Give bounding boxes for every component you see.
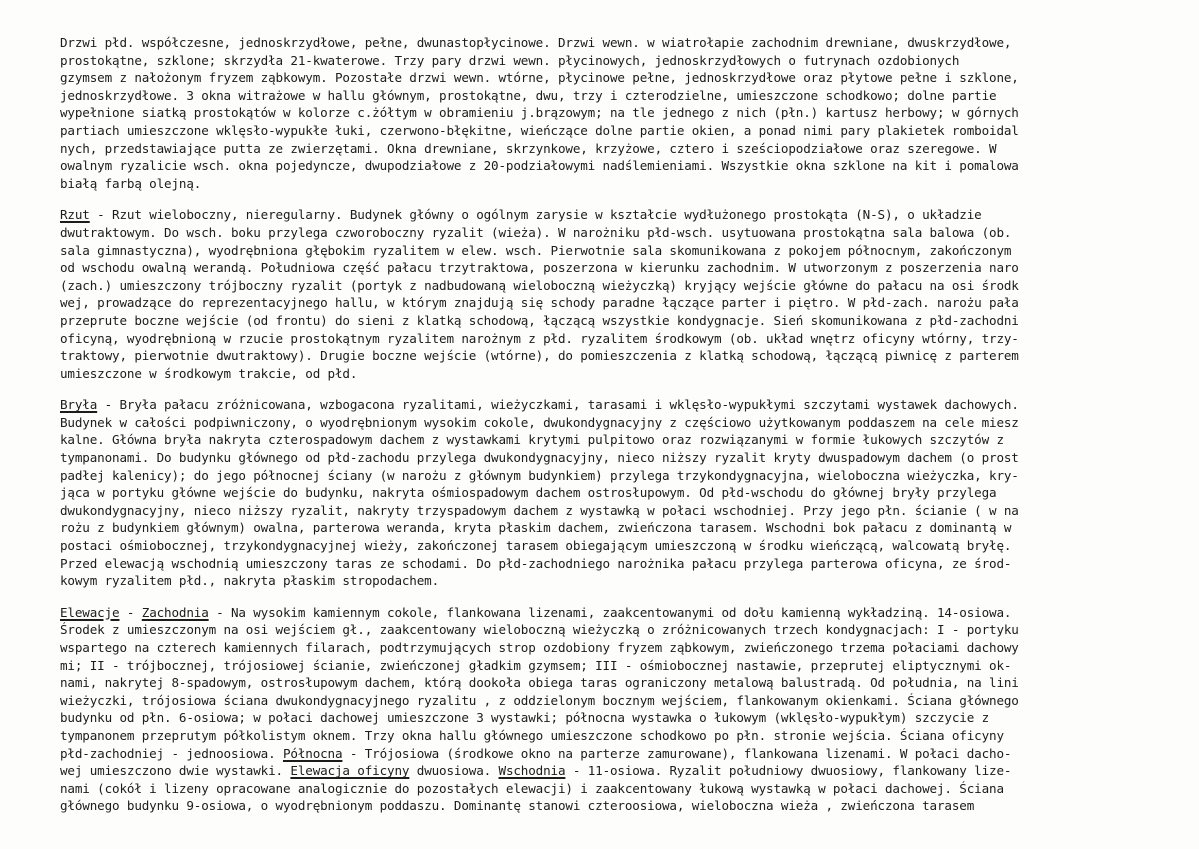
text-run: płd-zachodniej - jednoosiowa. <box>60 745 283 761</box>
text-run: nami, nakrytej 8-spadowym, ostrosłupowym dachem, którą dookoła obiega taras ograniczony metalową balustradą. Od południa, na lini <box>60 675 1019 691</box>
text-line <box>60 87 1161 105</box>
text-run: kalne. Główna bryła nakryta czterospadowym dachem z wystawkami krytymi pulpitowo oraz rozwiązanymi w formie łukowych szczytów z <box>60 432 1004 448</box>
text-run: wej umieszczono dwie wystawki. <box>60 763 291 779</box>
text-line <box>60 555 1161 573</box>
text-run: nami (cokół i lizeny opracowane analogicznie do pozostałych elewacji) i zaakcentowany łukową wystawką w połaci dachowej. Ściana <box>60 780 1004 796</box>
text-run: Środek z umieszczonym na osi wejściem gł., zaakcentowany wieloboczną wieżyczką o zróżnicowanych trzech kondygnacjach: I - portyku <box>60 622 1019 638</box>
text-line <box>60 294 1161 312</box>
text-run: rożu z budynkiem głównym) owalna, parterowa weranda, kryta płaskim dachem, zwieńczona tarasem. Wschodni bok pałacu z dominantą w <box>60 520 1012 536</box>
text-run: - <box>119 604 142 620</box>
text-line <box>60 621 1161 639</box>
text-run: prostokątne, szklone; skrzydła 21-kwaterowe. Trzy pary drzwi wewn. płycinowych, jednoskrzydłowych o futrynach ozdobionych <box>60 52 960 68</box>
text-line <box>60 709 1161 727</box>
text-line <box>60 259 1161 277</box>
text-line <box>60 277 1161 295</box>
text-run: Przed elewacją wschodnią umieszczony taras ze schodami. Do płd-zachodniego narożnika pałacu przylega parterowa oficyna, ze środ- <box>60 555 1012 571</box>
text-line <box>60 537 1161 555</box>
text-line <box>60 657 1161 675</box>
text-run: padłej kalenicy); do jego północnej ściany (w narożu z głównym budynkiem) przylega trzykondygnacyjna, wieloboczna wieżyczka, kry- <box>60 467 1019 483</box>
text-line <box>60 157 1161 175</box>
text-line <box>60 347 1161 365</box>
text-run: tympanonem przeprutym półkolistym oknem. Trzy okna hallu głównego umieszczone schodkowo po płn. stronie wejścia. Ściana oficyny <box>60 727 1004 743</box>
text-line <box>60 762 1161 780</box>
text-run: postaci ośmiobocznej, trzykondygnacyjnej wieży, zakończonej tarasem obiegającym umieszczoną w środku wieńczącą, walcowatą bryłę. <box>60 538 1012 554</box>
text-run: - Rzut wieloboczny, nieregularny. Budynek główny o ogólnym zarysie w kształcie wydłużonego prostokąta (N-S), o układzie <box>89 207 982 223</box>
section-heading: Bryła <box>60 397 98 413</box>
text-run: Drzwi płd. współczesne, jednoskrzydłowe, pełne, dwunastopłycinowe. Drzwi wewn. w wiatrołapie zachodnim drewniane, dwuskrzydłowe, <box>60 35 1012 50</box>
text-run: oficyną, wyodrębnioną w rzucie prostokątnym ryzalitem narożnym z płd. ryzalitem środkowym (ob. układ wnętrz oficyny wtórny, trzy- <box>60 330 1019 346</box>
text-run: - Bryła pałacu zróżnicowana, wzbogacona ryzalitami, wieżyczkami, tarasami i wklęsło-wypukłymi szczytami wystawek dachowych. <box>97 397 1019 413</box>
text-run: od wschodu owalną werandą. Południowa część pałacu trzytraktowa, poszerzona w kierunku zachodnim. W utworzonym z poszerzenia naro <box>60 260 1019 276</box>
text-run: wspartego na czterech kamiennych filarach, podtrzymujących strop ozdobiony fryzem ząbkowym, zwieńczonego trzema połaciami dachowy <box>60 640 1019 655</box>
paragraph <box>60 34 1161 192</box>
text-run: głównego budynku 9-osiowa, o wyodrębnionym poddaszu. Dominantę stanowi czteroosiowa, wieloboczna wieża , zwieńczona tarasem <box>60 798 975 814</box>
text-line <box>60 467 1161 485</box>
text-line <box>60 572 1161 590</box>
section-heading: Zachodnia <box>141 604 209 620</box>
paragraph <box>60 396 1161 590</box>
text-line <box>60 242 1161 260</box>
text-line <box>60 175 1161 193</box>
document-body <box>60 34 1161 815</box>
text-run: budynku od płn. 6-osiowa; w połaci dachowej umieszczone 3 wystawki; północna wystawka o łukowym (wklęsło-wypukłym) szczycie z <box>60 710 990 726</box>
text-run: gzymsem z nałożonym fryzem ząbkowym. Pozostałe drzwi wewn. wtórne, płycinowe pełne, jednoskrzydłowe oraz płytowe pełne i szklone, <box>60 70 1019 86</box>
text-run: nych, przedstawiające putta ze zwierzętami. Okna drewniane, skrzynkowe, krzyżowe, cztero i sześciopodziałowe oraz szeregowe. W <box>60 140 997 156</box>
text-run: dwuosiowa. <box>409 763 499 779</box>
text-run: białą farbą olejną. <box>60 175 202 191</box>
text-line <box>60 431 1161 449</box>
text-line <box>60 34 1161 52</box>
text-run: sala gimnastyczna), wyodrębniona głębokim ryzalitem w elew. wsch. Pierwotnie sala skomunikowana z pokojem północnym, zakończonym <box>60 242 1012 258</box>
section-heading: Elewacja oficyny <box>290 763 410 779</box>
text-run: wej, prowadzące do reprezentacyjnego hallu, w którym znajdują się schody paradne łączące parter i piętro. W płd-zach. narożu pała <box>60 295 1019 311</box>
text-line <box>60 69 1161 87</box>
text-run: dwutraktowym. Do wsch. boku przylega czworoboczny ryzalit (wieża). W narożniku płd-wsch. usytuowana prostokątna sala balowa (ob. <box>60 224 1012 240</box>
text-run: traktowy, pierwotnie dwutraktowy). Drugie boczne wejście (wtórne), do pomieszczenia z klatką schodową, łączącą piwnicę z parterem <box>60 348 1019 364</box>
text-line <box>60 224 1161 242</box>
text-run: mi; II - trójbocznej, trójosiowej ścianie, zwieńczonej gładkim gzymsem; III - ośmiobocznej nastawie, przeprutej eliptycznymi ok- <box>60 657 1012 673</box>
text-line <box>60 52 1161 70</box>
text-line <box>60 414 1161 432</box>
text-run: (zach.) umieszczony trójboczny ryzalit (portyk z nadbudowaną wieloboczną wieżyczką) kryjący wejście główne do pałacu na osi środk <box>60 277 1019 293</box>
text-line <box>60 365 1161 383</box>
text-line <box>60 639 1161 657</box>
text-run: partiach umieszczone wklęsło-wypukłe łuki, czerwono-błękitne, wieńczące dolne partie okien, a ponad nimi pary plakietek romboidal <box>60 122 1019 138</box>
text-run: kowym ryzalitem płd., nakryta płaskim stropodachem. <box>60 573 440 589</box>
text-run: Budynek w całości podpiwniczony, o wyodrębnionym wysokim cokole, dwukondygnacyjny z częściowo użytkowanym poddaszem na cele miesz <box>60 414 1019 430</box>
text-line <box>60 140 1161 158</box>
section-heading: Elewacje <box>60 604 120 620</box>
text-run: jednoskrzydłowe. 3 okna witrażowe w hallu głównym, prostokątne, dwu, trzy i czterodzielne, umieszczone schodkowo; dolne partie <box>60 87 997 103</box>
text-run: umieszczone w środkowym trakcie, od płd. <box>60 365 358 381</box>
text-line <box>60 797 1161 815</box>
text-run: - Trójosiowa (środkowe okno na parterze zamurowane), flankowana lizenami. W połaci dacho- <box>342 745 1012 761</box>
text-run: owalnym ryzalicie wsch. okna pojedyncze, dwupodziałowe z 20-podziałowymi nadślemieniami. Wszystkie okna szklone na kit i pomalowa <box>60 158 1019 174</box>
text-line <box>60 502 1161 520</box>
text-run: jąca w portyku główne wejście do budynku, nakryta ośmiospadowym dachem ostrosłupowym. Od płd-wschodu do głównej bryły przylega <box>60 485 997 501</box>
text-line <box>60 206 1161 224</box>
text-line <box>60 604 1161 622</box>
text-line <box>60 122 1161 140</box>
text-line <box>60 312 1161 330</box>
text-line <box>60 104 1161 122</box>
section-heading: Rzut <box>60 207 90 223</box>
text-line <box>60 692 1161 710</box>
section-heading: Północna <box>282 745 343 761</box>
section-heading: Wschodnia <box>498 763 566 779</box>
text-line <box>60 780 1161 798</box>
text-run: wypełnione siatką prostokątów w kolorze c.żółtym w obramieniu j.brązowym; na tle jednego z nich (płn.) kartusz herbowy; w górnych <box>60 105 1019 121</box>
text-line <box>60 674 1161 692</box>
text-run: dwukondygnacyjny, nieco niższy ryzalit, nakryty trzyspadowym dachem z wystawką w połaci wschodniej. Przy jego płn. ścianie ( w na <box>60 502 1019 518</box>
text-line <box>60 727 1161 745</box>
text-line <box>60 519 1161 537</box>
text-run: - Na wysokim kamiennym cokole, flankowana lizenami, zaakcentowanymi od dołu kamienną wykładziną. 14-osiowa. <box>208 604 1012 620</box>
text-line <box>60 330 1161 348</box>
paragraph <box>60 604 1161 815</box>
text-line <box>60 396 1161 414</box>
text-run: wieżyczki, trójosiowa ściana dwukondygnacyjnego ryzalitu , z oddzielonym bocznym wejściem, flankowanym okienkami. Ściana głównego <box>60 692 1019 708</box>
text-line <box>60 449 1161 467</box>
text-run: przeprute boczne wejście (od frontu) do sieni z klatką schodową, łączącą wszystkie kondygnacje. Sień skomunikowana z płd-zachodni <box>60 312 1019 328</box>
text-run: tympanonami. Do budynku głównego od płd-zachodu przylega dwukondygnacyjny, nieco niższy ryzalit kryty dwuspadowym dachem (o prost <box>60 450 1019 466</box>
paragraph <box>60 206 1161 382</box>
text-line <box>60 484 1161 502</box>
text-run: - 11-osiowa. Ryzalit południowy dwuosiowy, flankowany lize- <box>565 763 1012 779</box>
text-line <box>60 745 1161 763</box>
